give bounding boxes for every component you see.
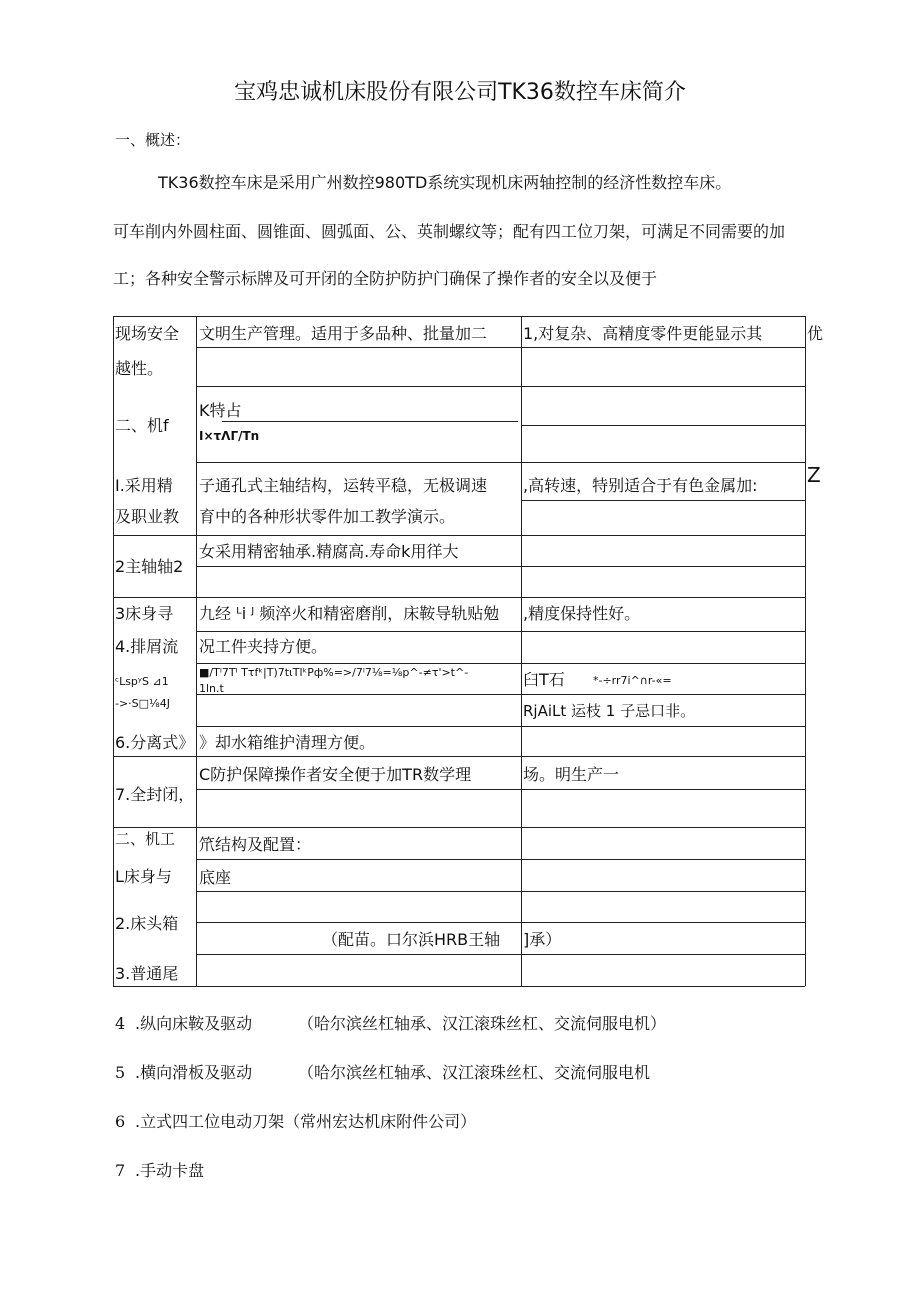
table-rule bbox=[113, 986, 805, 987]
table-rule bbox=[196, 462, 805, 463]
cell-r7-c1: 4.排屑流 bbox=[115, 637, 179, 656]
config-item-name: .横向滑板及驱动 bbox=[135, 1063, 253, 1082]
cell-r12-c2: 笊结构及配置： bbox=[199, 835, 312, 854]
cell-r12-c1: 二、机工 bbox=[115, 830, 176, 848]
cell-r6-c2: 九经 ᴸi ᴶ 频淬火和精密磨削，床鞍导轨贴勉 bbox=[199, 604, 500, 623]
table-rule bbox=[196, 922, 805, 923]
cell-r1-right: 优 bbox=[807, 324, 824, 343]
cell-r6-c3: ,精度保持性好。 bbox=[523, 604, 641, 623]
config-item-name: .纵向床鞍及驱动 bbox=[135, 1014, 253, 1033]
cell-r3-c2: K特占 bbox=[199, 401, 242, 420]
table-col-divider bbox=[196, 316, 197, 986]
cell-r4-c1b: 及职业教 bbox=[115, 507, 180, 526]
cell-r3-c2b: I×τΛΓ/Tn bbox=[199, 429, 260, 443]
cell-r14-c1: 2.床头箱 bbox=[115, 914, 179, 933]
cell-r5-c1: 2主轴轴2 bbox=[115, 557, 184, 576]
table-rule bbox=[196, 386, 805, 387]
cell-r8-c1: ᶜLspʸS ⊿1 bbox=[115, 675, 169, 688]
config-item-num: 4 bbox=[115, 1014, 126, 1033]
table-rule bbox=[196, 663, 805, 664]
cell-r4-c1a: I.采用精 bbox=[115, 476, 173, 495]
cell-r2-c1: 越性。 bbox=[115, 359, 164, 378]
table-border-left bbox=[113, 316, 114, 986]
table-rule bbox=[196, 566, 805, 567]
table-rule bbox=[196, 631, 805, 632]
cell-r11-c1: 7.全封闭， bbox=[115, 785, 195, 804]
config-item-detail: （哈尔滨丝杠轴承、汉江滚珠丝杠、交流伺服电机 bbox=[298, 1063, 651, 1082]
table-rule bbox=[196, 726, 805, 727]
cell-r6-c1: 3床身寻 bbox=[115, 604, 174, 623]
config-item-detail: （哈尔滨丝杠轴承、汉江滚珠丝杠、交流伺服电机） bbox=[298, 1014, 667, 1033]
table-col-divider bbox=[521, 316, 522, 986]
config-item-num: 5 bbox=[115, 1063, 126, 1082]
cell-r3-c1: 二、机f bbox=[115, 416, 169, 435]
overview-line-1: TK36数控车床是采用广州数控980TD系统实现机床两轴控制的经济性数控车床。 bbox=[158, 173, 732, 192]
cell-r5-c2: 女采用精密轴承.精腐高.寿命k用徉大 bbox=[199, 542, 459, 561]
page-title: 宝鸡忠诚机床股份有限公司TK36数控车床简介 bbox=[234, 80, 686, 105]
table-border-right bbox=[805, 316, 806, 986]
cell-r9-c3: RjAiLt 运枝 1 子忌口非。 bbox=[523, 702, 696, 720]
cell-r10-c2: 》却水箱维护清理方便。 bbox=[199, 733, 376, 752]
cell-r10-c1: 6.分离式》 bbox=[115, 733, 195, 752]
cell-r1-c1: 现场安全 bbox=[115, 324, 180, 343]
table-rule bbox=[113, 535, 805, 536]
overview-line-2: 可车削内外圆柱面、圆锥面、圆弧面、公、英制螺纹等；配有四工位刀架，可满足不同需要的加 bbox=[113, 222, 786, 241]
cell-r8-c2b: 1ln.t bbox=[199, 682, 224, 695]
table-rule bbox=[196, 891, 805, 892]
cell-r15-c1: 3.普通尾 bbox=[115, 964, 179, 983]
table-rule bbox=[113, 316, 805, 317]
table-rule bbox=[196, 859, 805, 860]
table-rule bbox=[196, 954, 805, 955]
overview-heading: 一、概述： bbox=[115, 131, 191, 149]
cell-r13-c2: 底座 bbox=[199, 868, 232, 887]
cell-r4-c3: ,高转速，特别适合于有色金属加: bbox=[523, 476, 758, 495]
cell-r8-c3b: *-÷rr7i^∩r-«= bbox=[593, 674, 672, 687]
cell-r13-c1: L床身与 bbox=[115, 867, 172, 886]
config-item-num: 6 bbox=[115, 1112, 126, 1131]
underline-rule bbox=[222, 421, 518, 422]
config-item-name: .立式四工位电动刀架（常州宏达机床附件公司） bbox=[135, 1112, 477, 1131]
cell-r11-c2: C防护保障操作者安全便于加TR数学理 bbox=[199, 765, 472, 784]
cell-r1-c3: 1,对复杂、高精度零件更能显示其 bbox=[523, 324, 763, 343]
table-rule bbox=[196, 694, 805, 695]
cell-r8-c2: ■/Tᴵ7Tᴵ Tτfᵏ|T)7tιTlᵏPф%=>/7ᴵ7⅛=⅛p^-≠τ'>t^- bbox=[199, 666, 469, 679]
cell-r4-c2a: 子通孔式主轴结构，运转平稳，无极调速 bbox=[199, 476, 488, 495]
cell-r1-c2: 文明生产管理。适用于多品种、批量加二 bbox=[199, 324, 488, 343]
cell-r14-c3: ]承） bbox=[523, 930, 562, 949]
table-rule bbox=[113, 827, 805, 828]
table-rule bbox=[113, 597, 805, 598]
table-rule bbox=[521, 500, 805, 501]
table-rule bbox=[521, 425, 805, 426]
overview-line-3: 工；各种安全警示标牌及可开闭的全防护防护门确保了操作者的安全以及便于 bbox=[113, 269, 658, 288]
config-item-num: 7 bbox=[115, 1161, 126, 1180]
cell-r9-c1: ->·S□⅛4J bbox=[115, 697, 170, 710]
cell-r4-right: Z bbox=[807, 463, 821, 487]
table-rule bbox=[196, 789, 805, 790]
cell-r14-c2: （配苗。口尔浜HRB王轴 bbox=[322, 930, 501, 949]
config-item-name: .手动卡盘 bbox=[135, 1161, 205, 1180]
table-rule bbox=[196, 347, 805, 348]
cell-r8-c3a: 臼T石 bbox=[523, 670, 565, 689]
cell-r4-c2b: 育中的各种形状零件加工教学演示。 bbox=[199, 507, 456, 526]
cell-r11-c3: 场。明生产一 bbox=[523, 765, 620, 784]
table-rule bbox=[113, 756, 805, 757]
cell-r7-c2: 况工件夹持方便。 bbox=[199, 637, 328, 656]
